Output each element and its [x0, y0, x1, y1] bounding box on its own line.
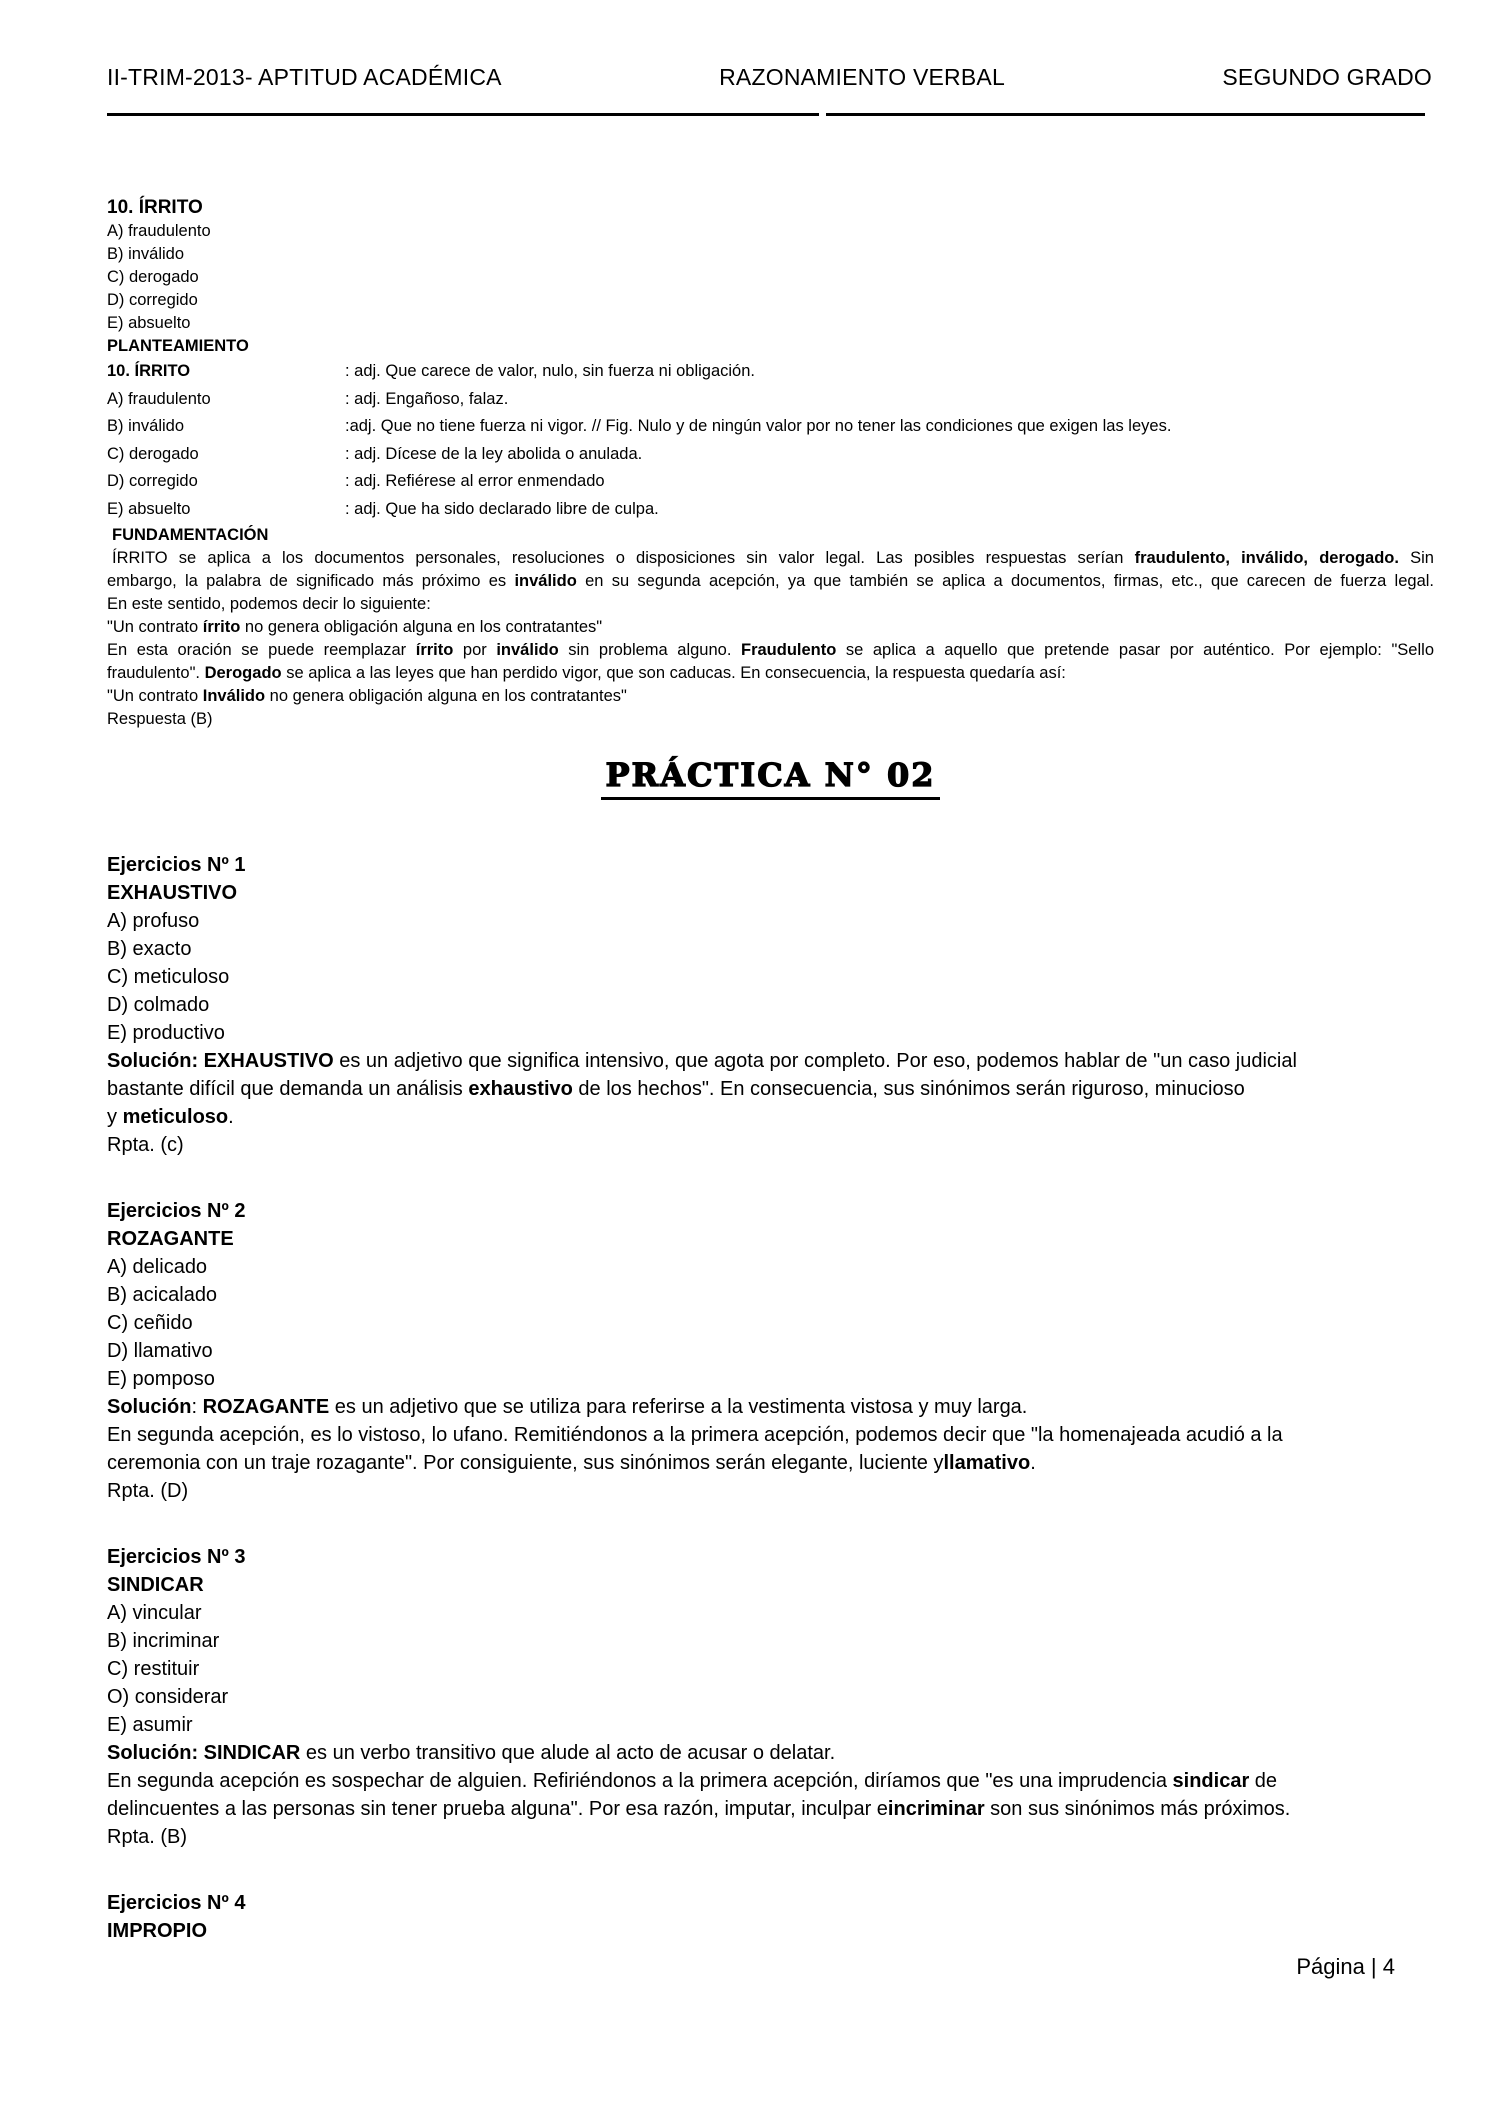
answer-line: Rpta. (B) [107, 1826, 188, 1848]
exercise-word: EXHAUSTIVO [107, 882, 238, 904]
fundamentacion-line: En este sentido, podemos decir lo siguiente: [107, 595, 431, 613]
header-divider [107, 113, 1425, 116]
divider-segment [107, 113, 819, 116]
option-c: C) meticuloso [107, 966, 230, 988]
option-e: E) asumir [107, 1714, 193, 1736]
answer-line: Rpta. (c) [107, 1134, 184, 1156]
option-d: D) colmado [107, 994, 210, 1016]
option-d: D) corregido [107, 291, 198, 309]
fundamentacion-heading: FUNDAMENTACIÓN [112, 526, 269, 544]
answer-line: Respuesta (B) [107, 710, 213, 728]
option-b: B) inválido [107, 245, 185, 263]
definition-text: :adj. Que no tiene fuerza ni vigor. // Fig. Nulo y de ningún valor por no tener las condiciones que exigen las leyes. [345, 417, 1172, 435]
option-c: C) ceñido [107, 1312, 193, 1334]
definition-text: : adj. Que carece de valor, nulo, sin fuerza ni obligación. [345, 362, 755, 380]
exercise-heading: Ejercicios Nº 2 [107, 1200, 246, 1222]
solution-line: Solución: SINDICAR es un verbo transitivo que alude al acto de acusar o delatar. [107, 1742, 836, 1764]
definition-text: : adj. Engañoso, falaz. [345, 389, 509, 408]
definition-row [107, 358, 1434, 386]
option-c: C) derogado [107, 268, 199, 286]
planteamiento-heading: PLANTEAMIENTO [107, 337, 249, 355]
definition-row [107, 441, 1434, 469]
page-header [107, 63, 1432, 91]
exercise-word: SINDICAR [107, 1574, 204, 1596]
solution-line: Solución: ROZAGANTE es un adjetivo que se utiliza para referirse a la vestimenta vistosa y muy larga. [107, 1396, 1028, 1418]
question-title: 10. ÍRRITO [107, 197, 203, 218]
solution-line: ceremonia con un traje rozagante". Por consiguiente, sus sinónimos serán elegante, luciente yllamativo. [107, 1452, 1036, 1474]
solution-line: y meticuloso. [107, 1106, 234, 1128]
fundamentacion-line: ÍRRITO se aplica a los documentos personales, resoluciones o disposiciones sin valor legal. Las posibles respuestas serían fraudulento, inválido, derogado. Sin [112, 549, 1434, 567]
fundamentacion-line: embargo, la palabra de significado más próximo es inválido en su segunda acepción, ya que también se aplica a documentos, firmas, etc., que carecen de fuerza legal. [107, 572, 1434, 590]
solution-line: delincuentes a las personas sin tener prueba alguna". Por esa razón, imputar, inculpar eincriminar son sus sinónimos más próximos. [107, 1798, 1291, 1820]
header-course: II-TRIM-2013- APTITUD ACADÉMICA [107, 64, 502, 90]
definition-term: E) absuelto [107, 499, 191, 518]
page-number: Página | 4 [1296, 1954, 1395, 1979]
exercise-2-section [107, 1197, 1434, 1505]
option-o: O) considerar [107, 1686, 229, 1708]
option-a: A) fraudulento [107, 222, 211, 240]
exercise-3-section [107, 1543, 1434, 1851]
definition-term: A) fraudulento [107, 389, 211, 408]
exercise-4-section [107, 1889, 1434, 1945]
practica-title: PRÁCTICA N° 02 [107, 755, 1434, 807]
solution-line: En segunda acepción, es lo vistoso, lo ufano. Remitiéndonos a la primera acepción, podemos decir que "la homenajeada acudió a la [107, 1424, 1283, 1446]
solution-line: En segunda acepción es sospechar de alguien. Refiriéndonos a la primera acepción, diríamos que "es una imprudencia sindicar de [107, 1770, 1278, 1792]
answer-line: Rpta. (D) [107, 1480, 189, 1502]
definition-row [107, 496, 1434, 524]
option-c: C) restituir [107, 1658, 200, 1680]
option-e: E) pomposo [107, 1368, 215, 1390]
definition-text: : adj. Refiérese al error enmendado [345, 472, 605, 490]
divider-segment [826, 113, 1425, 116]
solution-line: bastante difícil que demanda un análisis exhaustivo de los hechos". En consecuencia, sus sinónimos serán riguroso, minucioso [107, 1078, 1245, 1100]
exercise-heading: Ejercicios Nº 1 [107, 854, 246, 876]
solution-line: Solución: EXHAUSTIVO es un adjetivo que significa intensivo, que agota por completo. Por eso, podemos hablar de "un caso judicial [107, 1050, 1297, 1072]
definition-term: 10. ÍRRITO [107, 362, 191, 380]
option-a: A) vincular [107, 1602, 202, 1624]
option-a: A) delicado [107, 1256, 208, 1278]
option-e: E) productivo [107, 1022, 225, 1044]
header-grade: SEGUNDO GRADO [1222, 64, 1432, 90]
option-e: E) absuelto [107, 314, 191, 332]
fundamentacion-line: "Un contrato Inválido no genera obligación alguna en los contratantes" [107, 687, 627, 705]
definition-text: : adj. Dícese de la ley abolida o anulada. [345, 444, 643, 463]
exercise-heading: Ejercicios Nº 3 [107, 1546, 246, 1568]
definition-row [107, 468, 1434, 496]
fundamentacion-line: fraudulento". Derogado se aplica a las leyes que han perdido vigor, que son caducas. En consecuencia, la respuesta quedaría así: [107, 664, 1066, 682]
question-10-section [107, 196, 1434, 731]
definition-term: D) corregido [107, 472, 198, 490]
exercise-1-section [107, 851, 1434, 1159]
option-a: A) profuso [107, 910, 200, 932]
exercise-heading: Ejercicios Nº 4 [107, 1892, 246, 1914]
definition-row [107, 386, 1434, 414]
option-d: D) llamativo [107, 1340, 213, 1362]
header-subject: RAZONAMIENTO VERBAL [719, 64, 1005, 90]
exercise-word: ROZAGANTE [107, 1228, 234, 1250]
option-b: B) exacto [107, 938, 192, 960]
exercise-word: IMPROPIO [107, 1920, 208, 1942]
definition-term: B) inválido [107, 417, 185, 435]
fundamentacion-line: "Un contrato írrito no genera obligación alguna en los contratantes" [107, 618, 603, 636]
fundamentacion-line: En esta oración se puede reemplazar írrito por inválido sin problema alguno. Fraudulento se aplica a aquello que pretende pasar por auténtico. Por ejemplo: "Sello [107, 641, 1434, 659]
option-b: B) acicalado [107, 1284, 218, 1306]
definition-row [107, 413, 1434, 441]
definition-term: C) derogado [107, 444, 199, 463]
option-b: B) incriminar [107, 1630, 220, 1652]
definition-text: : adj. Que ha sido declarado libre de culpa. [345, 499, 659, 518]
